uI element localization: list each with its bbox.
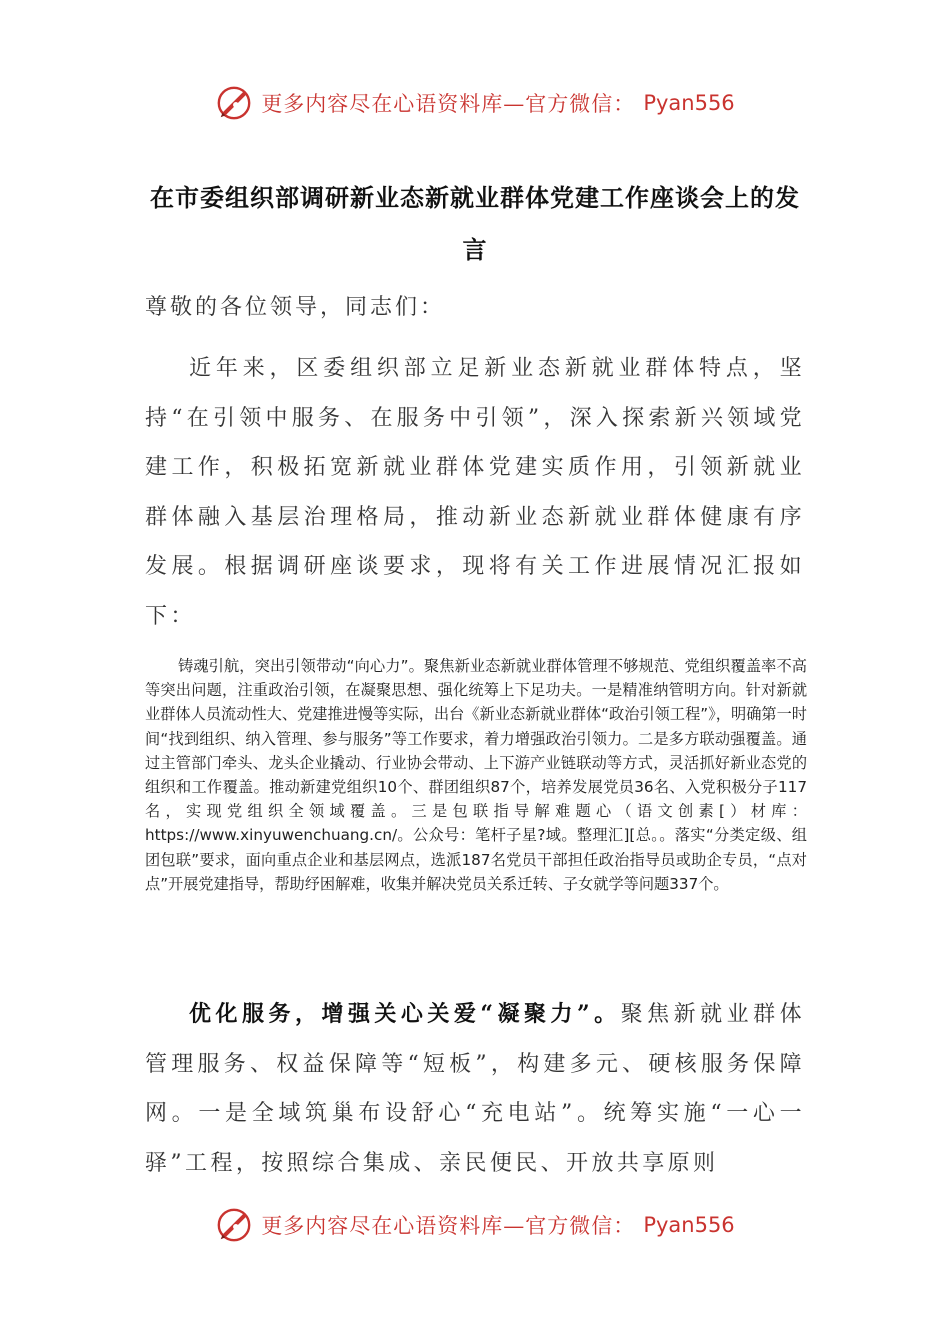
intro-paragraph: 近年来，区委组织部立足新业态新就业群体特点，坚持“在引领中服务、在服务中引领”，深入探索新兴领域党建工作，积极拓宽新就业群体党建实质作用，引领新就业群体融入基层治理格局，推动新业态新就业群体健康有序发展。根据调研座谈要求，现将有关工作进展情况汇报如下： bbox=[145, 356, 805, 629]
footer-banner bbox=[0, 1200, 950, 1250]
footer-banner-handle: Pyan556 bbox=[643, 1213, 735, 1237]
pen-logo-icon bbox=[215, 1206, 253, 1244]
header-banner bbox=[0, 78, 950, 128]
section2-heading: 优化服务，增强关心关爱“凝聚力”。 bbox=[189, 1001, 621, 1027]
pen-logo-icon bbox=[215, 84, 253, 122]
section2-text: 聚焦新就业群体管理服务、权益保障等“短板”，构建多元、硬核服务保障网。一是全域筑巢布设舒心“充电站”。统筹实施“一心一驿”工程，按照综合集成、亲民便民、开放共享原则 bbox=[145, 1002, 805, 1176]
document-title: 在市委组织部调研新业态新就业群体党建工作座谈会上的发言 bbox=[150, 184, 800, 264]
header-banner-text: 更多内容尽在心语资料库—官方微信： bbox=[261, 92, 636, 116]
section2-paragraph bbox=[145, 990, 805, 1188]
salutation: 尊敬的各位领导，同志们： bbox=[145, 295, 446, 320]
section1-paragraph: 铸魂引航，突出引领带动“向心力”。聚焦新业态新就业群体管理不够规范、党组织覆盖率不高等突出问题，注重政治引领，在凝聚思想、强化统筹上下足功夫。一是精准纳管明方向。针对新就业群体人员流动性大、党建推进慢等实际，出台《新业态新就业群体“政治引领工程”》，明确第一时间“找到组织、纳入管理、参与服务”等工作要求，着力增强政治引领力。二是多方联动强覆盖。通过主管部门牵头、龙头企业撬动、行业协会带动、上下游产业链联动等方式，灵活抓好新业态党的组织和工作覆盖。推动新建党组织10个、群团组织87个，培养发展党员36名、入党积极分子117名，实现党组织全领域覆盖。三是包联指导解难题心（语文创素[）材库：https://www.xinyuwenchuang.cn/。公众号：笔杆子星?域。整理汇][总。。落实“分类定级、组团包联”要求，面向重点企业和基层网点，选派187名党员干部担任政治指导员或助企专员，“点对点”开展党建指导，帮助纾困解难，收集并解决党员关系迁转、子女就学等问题337个。 bbox=[145, 657, 807, 893]
footer-banner-text: 更多内容尽在心语资料库—官方微信： bbox=[261, 1214, 636, 1238]
header-banner-handle: Pyan556 bbox=[643, 91, 735, 115]
